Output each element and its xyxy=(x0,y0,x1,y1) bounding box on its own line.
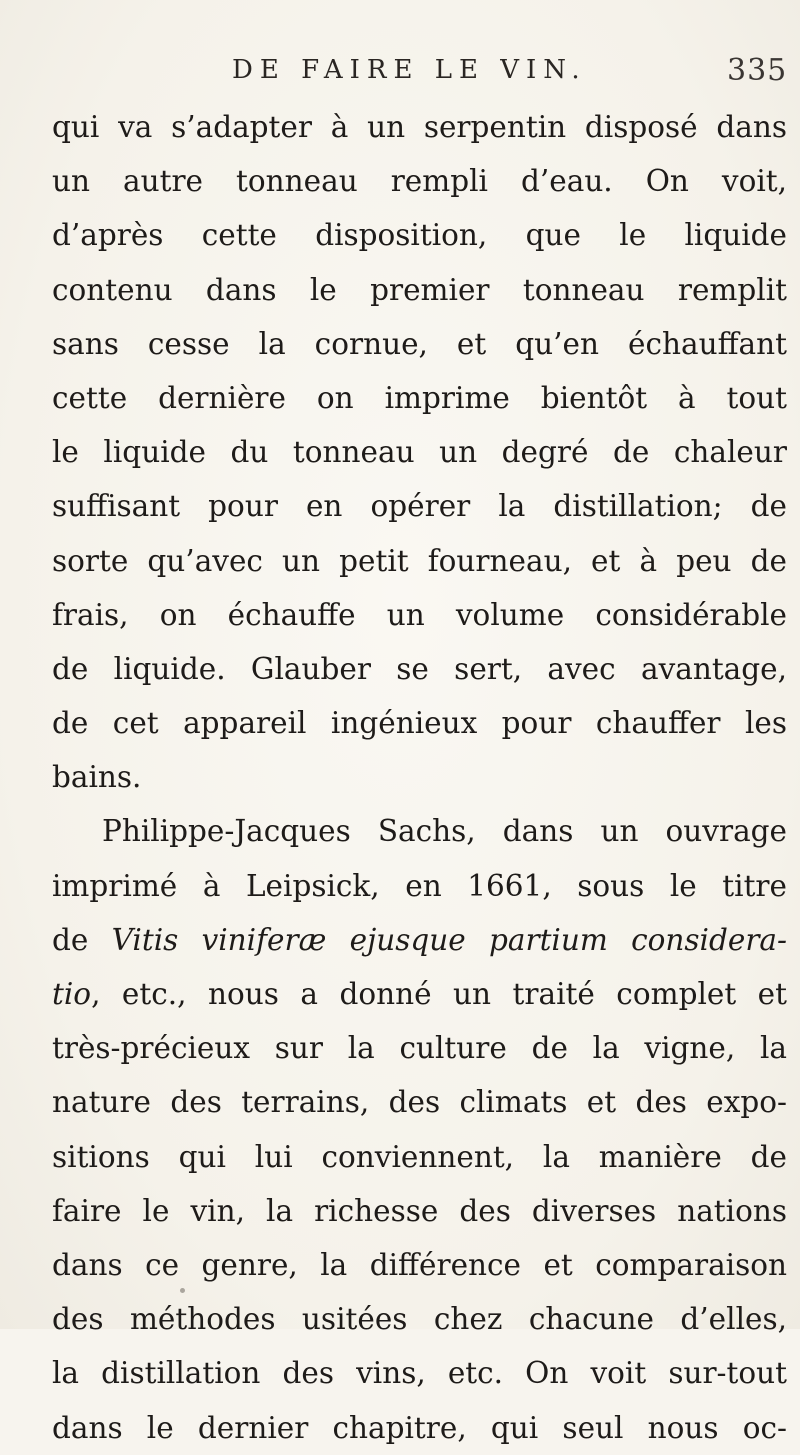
text-line: contenu dans le premier tonneau remplit xyxy=(52,272,787,307)
text-line: la distillation des vins, etc. On voit sur-tout xyxy=(52,1356,787,1391)
paragraph-2 xyxy=(52,804,787,1454)
text-line: sans cesse la cornue, et qu’en échauffant xyxy=(52,326,787,361)
page-number: 335 xyxy=(727,53,788,88)
text-line xyxy=(52,967,787,1021)
text-line: des méthodes usitées chez chacune d’elles, xyxy=(52,1302,787,1337)
text-line: imprimé à Leipsick, en 1661, sous le titre xyxy=(52,868,787,903)
ink-speck xyxy=(180,1288,185,1293)
text-run: de xyxy=(52,922,112,957)
text-line: le liquide du tonneau un degré de chaleur xyxy=(52,435,787,470)
text-run: , etc., nous a donné un traité complet et xyxy=(91,977,787,1011)
text-line: un autre tonneau rempli d’eau. On voit, xyxy=(52,164,787,199)
text-line xyxy=(52,913,787,967)
text-line: frais, on échauffe un volume considérable xyxy=(52,597,787,632)
text-line: dans le dernier chapitre, qui seul nous oc- xyxy=(52,1410,787,1445)
running-title: DE FAIRE LE VIN. xyxy=(232,55,587,85)
page-header xyxy=(232,55,792,95)
text-line: sorte qu’avec un petit fourneau, et à peu de xyxy=(52,543,787,578)
text-line: bains. xyxy=(52,760,142,795)
text-line: de cet appareil ingénieux pour chauffer les xyxy=(52,706,787,741)
book-title-italic: tio xyxy=(52,977,92,1011)
text-line: nature des terrains, des climats et des expo- xyxy=(52,1085,787,1120)
text-line: Philippe-Jacques Sachs, dans un ouvrage xyxy=(102,814,787,849)
text-line: cette dernière on imprime bientôt à tout xyxy=(52,380,787,415)
text-line: qui va s’adapter à un serpentin disposé dans xyxy=(52,110,787,144)
text-line: suffisant pour en opérer la distillation; de xyxy=(52,489,787,524)
text-line: faire le vin, la richesse des diverses nations xyxy=(52,1193,787,1228)
text-line: très-précieux sur la culture de la vigne, la xyxy=(52,1031,787,1066)
body-text xyxy=(52,100,787,1455)
text-line: sitions qui lui conviennent, la manière de xyxy=(52,1139,787,1174)
paragraph-1 xyxy=(52,100,787,804)
text-line: dans ce genre, la différence et comparaison xyxy=(52,1247,787,1282)
text-line: d’après cette disposition, que le liquide xyxy=(52,218,787,253)
book-title-italic: Vitis viniferæ ejusque partium considera- xyxy=(111,922,787,957)
text-line: de liquide. Glauber se sert, avec avantage, xyxy=(52,651,787,686)
